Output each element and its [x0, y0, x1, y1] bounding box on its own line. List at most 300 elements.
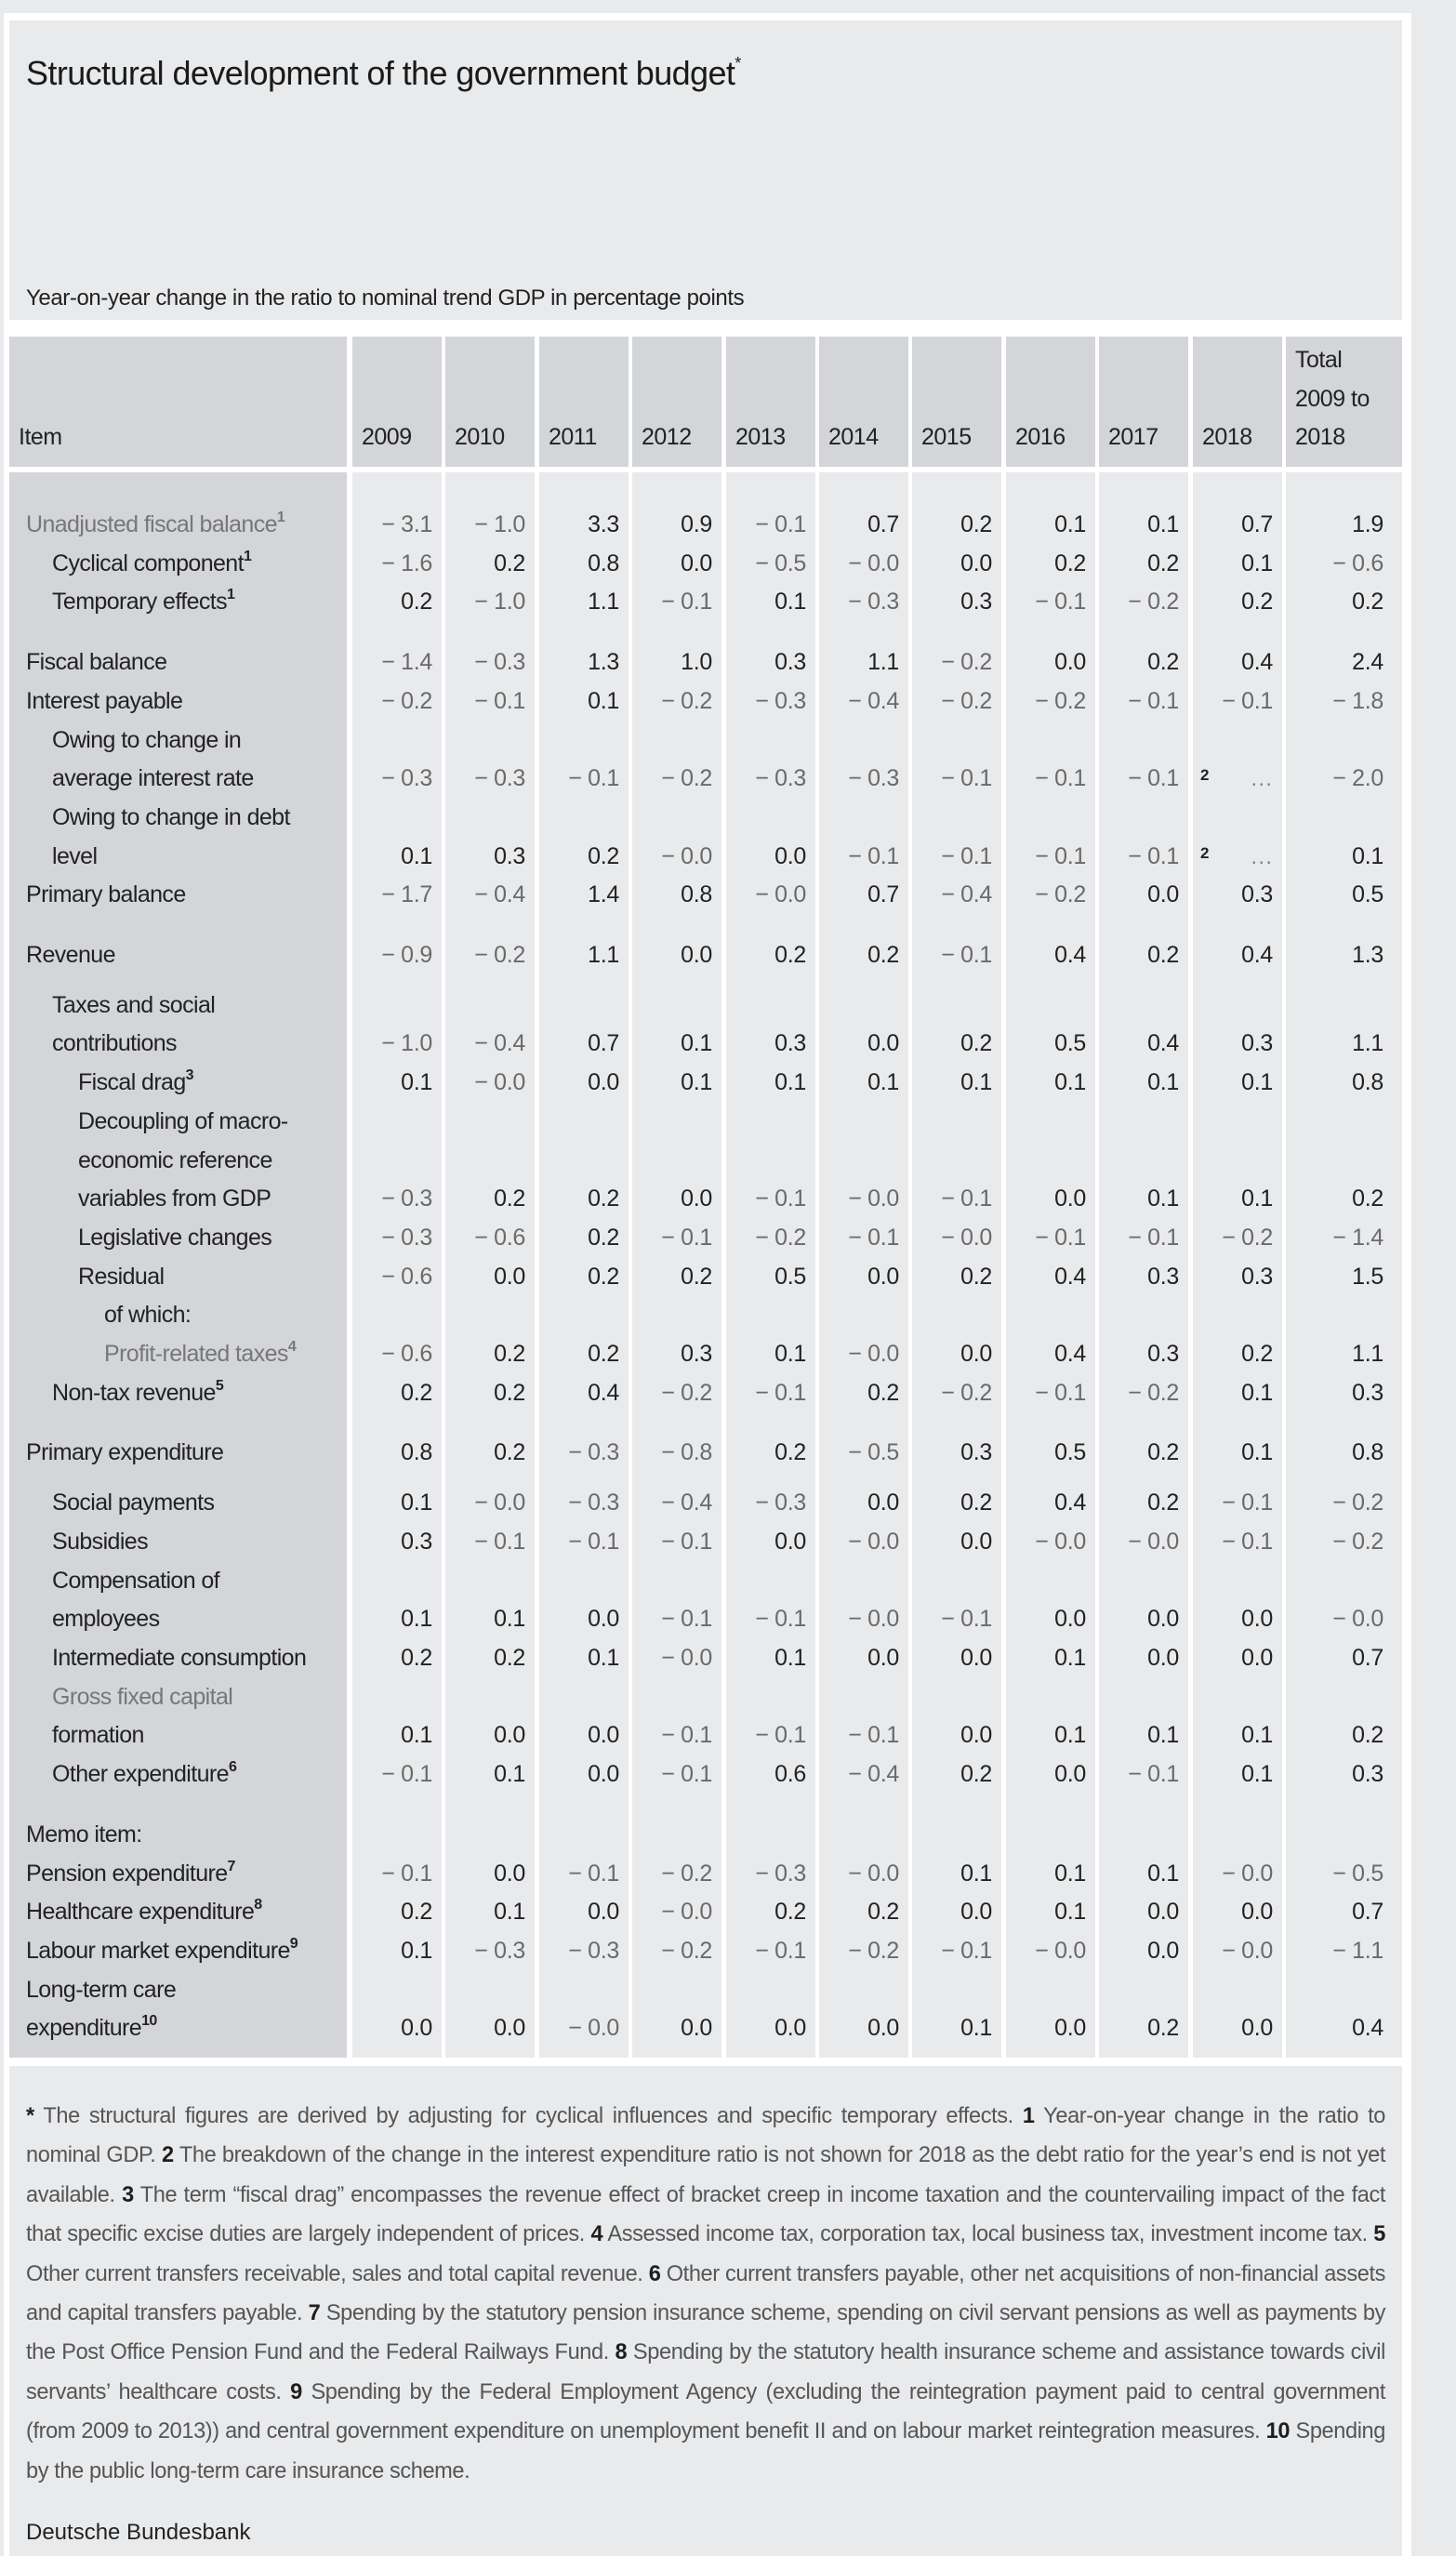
cell-value: − 0.1: [661, 1606, 712, 1633]
row-label-line: economic reference: [78, 1146, 272, 1173]
cell-value: − 0.0: [1035, 1528, 1086, 1555]
cell-value: 0.1: [1241, 1761, 1273, 1788]
table-row: [9, 1639, 1402, 1678]
cell-value: 0.0: [1147, 881, 1179, 908]
cell-2016: [1006, 1025, 1095, 1064]
cell-2016: [1006, 545, 1095, 584]
row-label: [9, 936, 335, 975]
row-label-line: Long-term care: [26, 1976, 177, 2003]
cell-value: − 0.6: [381, 1341, 432, 1368]
cell-value: 0.1: [401, 1722, 432, 1749]
row-label-text: Residual: [78, 1263, 165, 1290]
row-label-line: employees: [52, 1606, 160, 1633]
table-body: [9, 472, 1402, 2048]
cell-value: 0.4: [1241, 649, 1273, 676]
cell-total: 1.3: [1352, 942, 1383, 969]
cell-2010: [445, 1335, 535, 1374]
cell-value: 0.2: [960, 1263, 992, 1290]
cell-value: − 0.1: [661, 589, 712, 616]
cell-value: 0.2: [588, 1263, 619, 1290]
cell-2017: [1099, 1716, 1188, 1755]
cell-2011: [539, 1484, 629, 1523]
cell-value: 0.1: [681, 1069, 712, 1096]
cell-value: 0.7: [867, 881, 899, 908]
cell-2018: [1193, 2009, 1282, 2048]
cell-2010: [445, 1855, 535, 1894]
cell-2011: [539, 760, 629, 799]
cell-2010: [445, 1716, 535, 1755]
header-year-2011-label: 2011: [549, 424, 597, 451]
cell-2014: [819, 1025, 908, 1064]
cell-value: − 0.3: [755, 1860, 806, 1887]
cell-2009: [352, 1523, 442, 1562]
cell-value: − 0.1: [1222, 687, 1273, 714]
row-label-line: Owing to change in debt: [52, 803, 290, 830]
cell-2012: [632, 1716, 721, 1755]
cell-2014: [819, 1600, 908, 1639]
cell-value: − 0.1: [381, 1761, 432, 1788]
cell-value: − 0.0: [661, 1899, 712, 1926]
cell-value: 0.1: [1147, 1722, 1179, 1749]
cell-value: 0.0: [960, 1899, 992, 1926]
cell-value: 0.5: [1054, 1439, 1086, 1466]
cell-2010: [445, 1600, 535, 1639]
cell-value: − 0.1: [568, 1860, 619, 1887]
cell-value: − 0.2: [755, 1224, 806, 1251]
row-label: [9, 1639, 335, 1678]
table-row: [9, 1893, 1402, 1932]
cell-value: − 0.2: [1222, 1224, 1273, 1251]
cell-value: − 0.1: [755, 1185, 806, 1212]
cell-value: − 0.1: [568, 765, 619, 792]
cell-2012: [632, 1180, 721, 1219]
cell-value: 0.0: [867, 1263, 899, 1290]
cell-value: 0.1: [588, 687, 619, 714]
row-label-text: Primary balance: [26, 881, 186, 908]
cell-2009: [352, 1484, 442, 1523]
cell-value: 1.4: [588, 881, 619, 908]
cell-total: 0.7: [1352, 1644, 1383, 1671]
cell-value: 0.1: [960, 2015, 992, 2042]
cell-2009: [352, 2009, 442, 2048]
cell-2011: [539, 1258, 629, 1297]
cell-2015: [912, 1434, 1001, 1473]
cell-value: − 0.0: [755, 881, 806, 908]
cell-2015: [912, 1484, 1001, 1523]
cell-value: − 0.0: [848, 550, 899, 576]
cell-value: 0.0: [774, 842, 806, 869]
cell-value: − 0.1: [474, 1528, 525, 1555]
row-label-text: Pension expenditure: [26, 1860, 228, 1887]
cell-value: − 0.1: [941, 1937, 992, 1964]
cell-2015: [912, 1180, 1001, 1219]
row-label: [9, 506, 335, 545]
cell-value: 0.0: [774, 2015, 806, 2042]
cell-value: 0.1: [1241, 1069, 1273, 1096]
table-row: [9, 1374, 1402, 1413]
cell-value: 0.1: [1054, 1899, 1086, 1926]
cell-2017: [1099, 838, 1188, 877]
footnotes-panel: [9, 2066, 1402, 2556]
cell-value: − 0.0: [1222, 1860, 1273, 1887]
cell-value: − 0.9: [381, 942, 432, 969]
cell-2011: [539, 682, 629, 722]
cell-value: 1.0: [681, 649, 712, 676]
cell-2009: [352, 876, 442, 915]
cell-2009: [352, 1025, 442, 1064]
cell-value: 0.0: [960, 1644, 992, 1671]
header-year-2009-label: 2009: [362, 424, 412, 451]
cell-value: 0.2: [774, 1439, 806, 1466]
cell-value: − 0.0: [848, 1185, 899, 1212]
cell-2013: [726, 1335, 815, 1374]
cell-2012: [632, 682, 721, 722]
footnote-number: 5: [1373, 2222, 1385, 2247]
cell-2012: [632, 1064, 721, 1103]
cell-value: 0.1: [494, 1606, 525, 1633]
table-row: [9, 1816, 1402, 1855]
row-label: [9, 1335, 335, 1374]
row-label: [9, 1064, 335, 1103]
cell-2016: [1006, 1484, 1095, 1523]
cell-total: 1.9: [1352, 511, 1383, 537]
row-label: [9, 1855, 335, 1894]
cell-value: 0.3: [401, 1528, 432, 1555]
cell-value: 0.2: [401, 589, 432, 616]
cell-value: 0.0: [1147, 1899, 1179, 1926]
footnote-ref: 3: [185, 1067, 193, 1084]
row-label: [9, 545, 335, 584]
cell-2010: [445, 936, 535, 975]
cell-value: 0.2: [1147, 649, 1179, 676]
cell-value: − 0.2: [1128, 589, 1179, 616]
row-label-text: Other expenditure: [52, 1761, 229, 1788]
footnote-ref: 10: [141, 2013, 157, 2030]
cell-value: 0.0: [1054, 1606, 1086, 1633]
cell-value: 0.1: [867, 1069, 899, 1096]
cell-2012: [632, 1434, 721, 1473]
cell-value: − 0.4: [848, 1761, 899, 1788]
header-year-2015: [912, 337, 1001, 467]
cell-total: 0.4: [1352, 2015, 1383, 2042]
cell-total: − 0.0: [1332, 1606, 1383, 1633]
cell-value: − 0.4: [474, 881, 525, 908]
cell-2015: [912, 876, 1001, 915]
cell-2016: [1006, 1639, 1095, 1678]
cell-2015: [912, 1025, 1001, 1064]
table-row: [9, 1755, 1402, 1794]
cell-2016: [1006, 1434, 1095, 1473]
table-row: [9, 1484, 1402, 1523]
cell-2013: [726, 682, 815, 722]
footnote-ref: 6: [228, 1759, 237, 1776]
cell-value: 0.2: [867, 1899, 899, 1926]
cell-value: 0.0: [588, 1899, 619, 1926]
cell-2014: [819, 1258, 908, 1297]
cell-value: − 0.3: [755, 765, 806, 792]
table-row: [9, 1678, 1402, 1755]
cell-2011: [539, 1219, 629, 1258]
cell-total: − 0.6: [1332, 550, 1383, 576]
cell-2011: [539, 1639, 629, 1678]
cell-2016: [1006, 1893, 1095, 1932]
row-label-text: Profit-related taxes: [104, 1341, 288, 1368]
cell-value: − 0.6: [381, 1263, 432, 1290]
cell-2016: [1006, 1374, 1095, 1413]
cell-value: 0.2: [588, 1185, 619, 1212]
cell-value: 0.1: [401, 1606, 432, 1633]
cell-2011: [539, 1755, 629, 1794]
cell-value: 0.2: [774, 942, 806, 969]
header-year-2012-label: 2012: [642, 424, 692, 451]
row-label-text: Non-tax revenue: [52, 1379, 216, 1406]
cell-2012: [632, 1335, 721, 1374]
cell-2011: [539, 1335, 629, 1374]
cell-2009: [352, 1716, 442, 1755]
cell-value: 0.1: [1147, 1185, 1179, 1212]
cell-2018: [1193, 838, 1282, 877]
cell-2015: [912, 1219, 1001, 1258]
cell-total: 1.1: [1352, 1030, 1383, 1057]
cell-2014: [819, 1434, 908, 1473]
cell-2017: [1099, 760, 1188, 799]
title-footnote-mark: *: [735, 54, 741, 73]
table-row: [9, 1103, 1402, 1219]
cell-value: − 0.3: [381, 1185, 432, 1212]
cell-value: 0.9: [681, 511, 712, 537]
cell-value: − 0.1: [848, 842, 899, 869]
cell-value: 0.2: [1054, 550, 1086, 576]
cell-2015: [912, 936, 1001, 975]
cell-2012: [632, 838, 721, 877]
cell-value: 0.1: [1147, 1860, 1179, 1887]
cell-value: 0.2: [401, 1379, 432, 1406]
cell-value: − 0.0: [941, 1224, 992, 1251]
cell-value: − 0.2: [1035, 881, 1086, 908]
cell-value: 0.4: [1054, 942, 1086, 969]
cell-2013: [726, 1484, 815, 1523]
cell-value: 0.1: [401, 1069, 432, 1096]
row-label: [9, 1103, 335, 1219]
cell-2018: [1193, 545, 1282, 584]
cell-2013: [726, 1932, 815, 1971]
row-label: [9, 583, 335, 622]
cell-value: − 0.1: [1128, 1224, 1179, 1251]
cell-2011: [539, 1025, 629, 1064]
cell-value: − 0.1: [755, 511, 806, 537]
cell-value: 0.2: [401, 1899, 432, 1926]
footnote-text: The structural figures are derived by adjusting for cyclical influences and specific temporary effects.: [33, 2104, 1023, 2128]
cell-2009: [352, 545, 442, 584]
cell-value: 0.8: [401, 1439, 432, 1466]
row-label-line: formation: [52, 1722, 144, 1749]
cell-value: 0.1: [1147, 511, 1179, 537]
row-label-text: of which:: [104, 1302, 192, 1329]
header-year-2013-label: 2013: [735, 424, 786, 451]
cell-2016: [1006, 760, 1095, 799]
table-row: [9, 1434, 1402, 1473]
cell-2018: [1193, 876, 1282, 915]
cell-value: 0.1: [774, 589, 806, 616]
cell-2017: [1099, 1893, 1188, 1932]
cell-value: − 0.1: [1035, 765, 1086, 792]
cell-value: − 0.8: [661, 1439, 712, 1466]
cell-2018: [1193, 1716, 1282, 1755]
cell-2017: [1099, 545, 1188, 584]
page-title: Structural development of the government budget*: [26, 54, 741, 92]
cell-total: − 1.4: [1332, 1224, 1383, 1251]
cell-value: − 0.0: [474, 1069, 525, 1096]
cell-value: 0.2: [494, 1341, 525, 1368]
cell-value: 0.4: [1054, 1341, 1086, 1368]
cell-2013: [726, 1219, 815, 1258]
row-label: [9, 1219, 335, 1258]
cell-total: 0.3: [1352, 1761, 1383, 1788]
cell-value: 0.2: [1147, 1490, 1179, 1516]
cell-value: 0.2: [1241, 589, 1273, 616]
cell-value: …: [1250, 842, 1273, 869]
cell-value: 0.1: [1147, 1069, 1179, 1096]
cell-2018: [1193, 1484, 1282, 1523]
cell-2010: [445, 838, 535, 877]
cell-2014: [819, 506, 908, 545]
cell-value: 0.0: [401, 2015, 432, 2042]
cell-2016: [1006, 1523, 1095, 1562]
cell-2015: [912, 643, 1001, 682]
cell-total: − 1.8: [1332, 687, 1383, 714]
cell-2010: [445, 1434, 535, 1473]
cell-value: − 0.5: [848, 1439, 899, 1466]
cell-2009: [352, 1064, 442, 1103]
cell-total: 0.3: [1352, 1379, 1383, 1406]
cell-2012: [632, 1855, 721, 1894]
cell-2017: [1099, 936, 1188, 975]
cell-value: 0.2: [401, 1644, 432, 1671]
cell-value: − 1.0: [474, 589, 525, 616]
header-total-label: Total 2009 to 2018: [1295, 346, 1370, 451]
cell-value: 0.0: [960, 1722, 992, 1749]
cell-value: − 0.3: [474, 765, 525, 792]
footnote-ref: 1: [276, 510, 285, 525]
cell-value: 0.0: [1054, 1185, 1086, 1212]
cell-2009: [352, 682, 442, 722]
cell-2010: [445, 583, 535, 622]
cell-2017: [1099, 1434, 1188, 1473]
cell-value: − 0.1: [474, 687, 525, 714]
cell-2018: [1193, 1219, 1282, 1258]
cell-value: − 0.1: [1128, 842, 1179, 869]
footnote-text: Assessed income tax, corporation tax, local business tax, investment income tax.: [602, 2222, 1374, 2247]
cell-total: 0.2: [1352, 589, 1383, 616]
cell-value: …: [1250, 765, 1273, 792]
cell-2011: [539, 1374, 629, 1413]
cell-2014: [819, 1523, 908, 1562]
cell-2017: [1099, 1932, 1188, 1971]
cell-value: − 0.2: [941, 1379, 992, 1406]
cell-value: 0.4: [1054, 1263, 1086, 1290]
cell-value: 0.0: [588, 1761, 619, 1788]
cell-2016: [1006, 1716, 1095, 1755]
cell-2010: [445, 545, 535, 584]
cell-value: − 0.1: [568, 1528, 619, 1555]
row-label: [9, 1258, 335, 1297]
cell-2016: [1006, 583, 1095, 622]
cell-value: 0.3: [681, 1341, 712, 1368]
row-label-line: level: [52, 842, 98, 869]
cell-value: 0.1: [1241, 1722, 1273, 1749]
cell-2016: [1006, 1335, 1095, 1374]
cell-2018: [1193, 1258, 1282, 1297]
cell-total: 2.4: [1352, 649, 1383, 676]
table-row: [9, 987, 1402, 1064]
cell-total: 0.7: [1352, 1899, 1383, 1926]
cell-2010: [445, 1893, 535, 1932]
cell-2015: [912, 1639, 1001, 1678]
cell-value: − 1.4: [381, 649, 432, 676]
cell-2013: [726, 506, 815, 545]
cell-2015: [912, 682, 1001, 722]
cell-2011: [539, 583, 629, 622]
cell-2013: [726, 1639, 815, 1678]
cell-value: 0.0: [588, 1606, 619, 1633]
row-label: [9, 1678, 335, 1755]
cell-value: 0.2: [1241, 1341, 1273, 1368]
cell-2010: [445, 1639, 535, 1678]
cell-value: 0.1: [1054, 1644, 1086, 1671]
cell-value: − 0.3: [755, 1490, 806, 1516]
cell-2018: [1193, 1523, 1282, 1562]
cell-value: 0.0: [960, 1341, 992, 1368]
cell-value: 0.7: [588, 1030, 619, 1057]
header-year-2017-label: 2017: [1108, 424, 1158, 451]
cell-2012: [632, 1755, 721, 1794]
cell-value: − 0.4: [848, 687, 899, 714]
cell-2016: [1006, 1219, 1095, 1258]
footnote-text: The term “fiscal drag” encompasses the revenue effect of bracket creep in income taxation and the countervailing impact of the fact that specific excise duties are largely independent of prices.: [26, 2182, 1385, 2247]
cell-value: − 1.0: [474, 511, 525, 537]
footnote-text: Spending by the Federal Employment Agency (excluding the reintegration payment paid to central government (from 2009 to 2013)) and central government expenditure on unemployment benefit II and on labour market reintegration measures.: [26, 2379, 1385, 2444]
cell-2017: [1099, 876, 1188, 915]
cell-2013: [726, 1258, 815, 1297]
cell-value: 0.1: [681, 1030, 712, 1057]
footnote-number: 6: [648, 2261, 661, 2286]
cell-2011: [539, 1855, 629, 1894]
cell-value: 0.3: [960, 1439, 992, 1466]
cell-value: − 0.3: [848, 765, 899, 792]
cell-2012: [632, 643, 721, 682]
cell-2016: [1006, 1180, 1095, 1219]
cell-value: 0.1: [1054, 511, 1086, 537]
cell-value: 0.0: [494, 1860, 525, 1887]
cell-value: − 0.0: [1128, 1528, 1179, 1555]
cell-2015: [912, 506, 1001, 545]
cell-value: 0.0: [1147, 1937, 1179, 1964]
cell-2009: [352, 1755, 442, 1794]
cell-2012: [632, 1639, 721, 1678]
cell-value: − 0.5: [755, 550, 806, 576]
cell-2011: [539, 506, 629, 545]
row-label-text: Unadjusted fiscal balance: [26, 511, 277, 537]
footnote-number: *: [26, 2104, 34, 2128]
cell-2012: [632, 876, 721, 915]
cell-2009: [352, 1600, 442, 1639]
cell-2011: [539, 643, 629, 682]
cell-value: 0.2: [494, 1379, 525, 1406]
cell-value: 0.2: [1147, 942, 1179, 969]
footnote-number: 8: [615, 2340, 628, 2365]
cell-2016: [1006, 2009, 1095, 2048]
cell-2013: [726, 1600, 815, 1639]
